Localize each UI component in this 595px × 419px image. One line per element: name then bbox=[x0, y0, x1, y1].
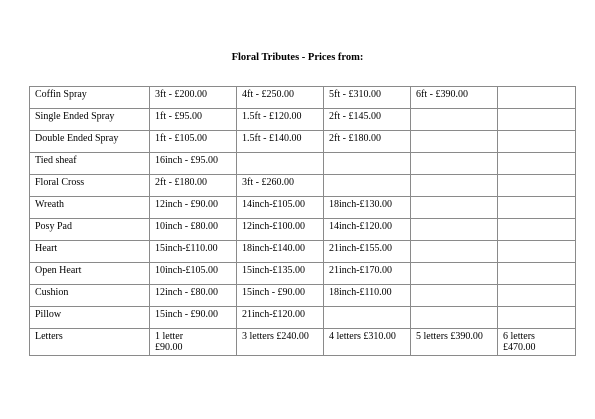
price-cell: 4ft - £250.00 bbox=[237, 87, 324, 109]
price-cell: 15inch - £90.00 bbox=[150, 307, 237, 329]
price-cell: 10inch-£105.00 bbox=[150, 263, 237, 285]
price-cell bbox=[411, 263, 498, 285]
price-cell bbox=[411, 307, 498, 329]
price-cell: 16inch - £95.00 bbox=[150, 153, 237, 175]
product-name-cell: Posy Pad bbox=[30, 219, 150, 241]
price-cell: 21inch-£120.00 bbox=[237, 307, 324, 329]
price-cell bbox=[324, 153, 411, 175]
product-name-cell: Cushion bbox=[30, 285, 150, 307]
price-cell: 12inch-£100.00 bbox=[237, 219, 324, 241]
table-row bbox=[30, 197, 576, 219]
product-name-cell: Pillow bbox=[30, 307, 150, 329]
table-row bbox=[30, 329, 576, 356]
table-row bbox=[30, 175, 576, 197]
price-cell: 6ft - £390.00 bbox=[411, 87, 498, 109]
product-name-cell: Coffin Spray bbox=[30, 87, 150, 109]
price-cell bbox=[411, 219, 498, 241]
table-row bbox=[30, 219, 576, 241]
price-cell: 10inch - £80.00 bbox=[150, 219, 237, 241]
price-cell: 18inch-£110.00 bbox=[324, 285, 411, 307]
price-cell bbox=[498, 263, 576, 285]
table-row bbox=[30, 153, 576, 175]
price-cell bbox=[411, 241, 498, 263]
price-cell: 5 letters £390.00 bbox=[411, 329, 498, 356]
price-cell: 3ft - £260.00 bbox=[237, 175, 324, 197]
price-cell bbox=[498, 285, 576, 307]
product-name-cell: Heart bbox=[30, 241, 150, 263]
price-cell bbox=[411, 109, 498, 131]
price-cell bbox=[411, 197, 498, 219]
price-cell: 1ft - £105.00 bbox=[150, 131, 237, 153]
price-cell bbox=[498, 109, 576, 131]
price-cell: 1ft - £95.00 bbox=[150, 109, 237, 131]
product-name-cell: Floral Cross bbox=[30, 175, 150, 197]
table-row bbox=[30, 109, 576, 131]
product-name-cell: Letters bbox=[30, 329, 150, 356]
price-cell: 12inch - £80.00 bbox=[150, 285, 237, 307]
table-row bbox=[30, 285, 576, 307]
price-cell: 6 letters £470.00 bbox=[498, 329, 576, 356]
price-table bbox=[29, 86, 576, 356]
price-cell: 18inch-£130.00 bbox=[324, 197, 411, 219]
price-cell: 14inch-£120.00 bbox=[324, 219, 411, 241]
price-cell bbox=[411, 131, 498, 153]
price-cell: 15inch - £90.00 bbox=[237, 285, 324, 307]
price-cell: 15inch-£110.00 bbox=[150, 241, 237, 263]
price-cell bbox=[498, 131, 576, 153]
price-cell: 15inch-£135.00 bbox=[237, 263, 324, 285]
price-cell: 21inch-£170.00 bbox=[324, 263, 411, 285]
price-cell: 4 letters £310.00 bbox=[324, 329, 411, 356]
price-cell bbox=[498, 175, 576, 197]
page-title: Floral Tributes - Prices from: bbox=[231, 52, 364, 63]
price-cell bbox=[237, 153, 324, 175]
product-name-cell: Open Heart bbox=[30, 263, 150, 285]
product-name-cell: Wreath bbox=[30, 197, 150, 219]
price-cell: 3 letters £240.00 bbox=[237, 329, 324, 356]
price-cell: 2ft - £180.00 bbox=[324, 131, 411, 153]
price-cell: 1.5ft - £140.00 bbox=[237, 131, 324, 153]
price-cell bbox=[498, 87, 576, 109]
price-cell bbox=[498, 241, 576, 263]
product-name-cell: Tied sheaf bbox=[30, 153, 150, 175]
table-row bbox=[30, 307, 576, 329]
table-row bbox=[30, 241, 576, 263]
product-name-cell: Double Ended Spray bbox=[30, 131, 150, 153]
price-cell: 21inch-£155.00 bbox=[324, 241, 411, 263]
price-cell: 5ft - £310.00 bbox=[324, 87, 411, 109]
price-cell: 14inch-£105.00 bbox=[237, 197, 324, 219]
price-cell bbox=[498, 307, 576, 329]
table-row bbox=[30, 87, 576, 109]
price-cell bbox=[411, 285, 498, 307]
price-cell bbox=[411, 153, 498, 175]
price-cell: 1.5ft - £120.00 bbox=[237, 109, 324, 131]
price-cell: 3ft - £200.00 bbox=[150, 87, 237, 109]
product-name-cell: Single Ended Spray bbox=[30, 109, 150, 131]
price-cell bbox=[498, 153, 576, 175]
price-cell bbox=[324, 175, 411, 197]
price-cell: 12inch - £90.00 bbox=[150, 197, 237, 219]
price-cell bbox=[498, 219, 576, 241]
price-cell bbox=[411, 175, 498, 197]
price-cell: 1 letter £90.00 bbox=[150, 329, 237, 356]
price-cell bbox=[324, 307, 411, 329]
price-cell bbox=[498, 197, 576, 219]
table-row bbox=[30, 263, 576, 285]
price-cell: 2ft - £180.00 bbox=[150, 175, 237, 197]
table-row bbox=[30, 131, 576, 153]
price-cell: 18inch-£140.00 bbox=[237, 241, 324, 263]
price-cell: 2ft - £145.00 bbox=[324, 109, 411, 131]
